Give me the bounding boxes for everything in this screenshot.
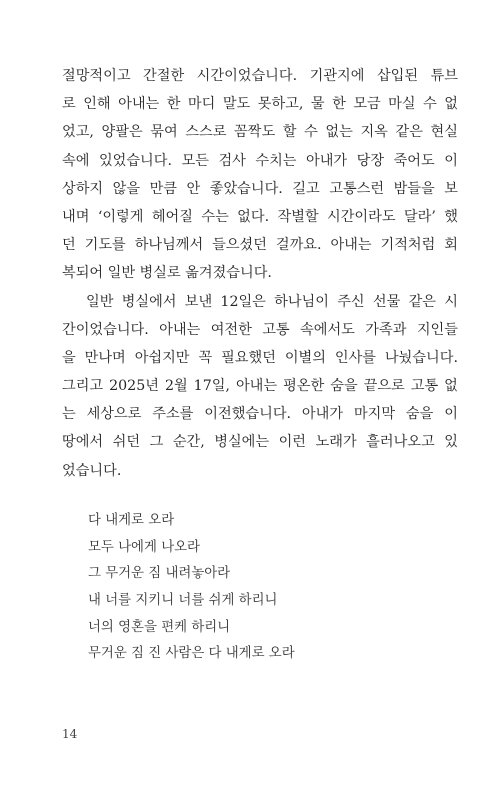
- text-line: 땅에서 쉬던 그 순간, 병실에는 이런 노래가 흘러나오고 있: [62, 434, 458, 451]
- lyric-line: 그 무거운 짐 내려놓아라: [88, 566, 231, 582]
- text-line: 로 인해 아내는 한 마디 말도 못하고, 물 한 모금 마실 수 없: [62, 96, 458, 113]
- text-line: 간이었습니다. 아내는 여전한 고통 속에서도 가족과 지인들: [62, 321, 458, 338]
- text-line: 절망적이고 간절한 시간이었습니다. 기관지에 삽입된 튜브: [62, 68, 458, 84]
- text-line: 상하지 않을 만큼 안 좋았습니다. 길고 고통스런 밤들을 보: [62, 180, 458, 197]
- lyric-line: 다 내게로 오라: [88, 513, 175, 528]
- text-line: 그리고 2025년 2월 17일, 아내는 평온한 숨을 끝으로 고통 없: [62, 378, 458, 395]
- text-line: 었습니다.: [62, 462, 122, 479]
- text-line: 었고, 양팔은 묶여 스스로 꼼짝도 할 수 없는 지옥 같은 현실: [62, 124, 458, 141]
- lyric-line: 너의 영혼을 편케 하리니: [88, 619, 231, 635]
- text-line: 는 세상으로 주소를 이전했습니다. 아내가 마지막 숨을 이: [62, 406, 458, 423]
- text-line: 던 기도를 하나님께서 들으셨던 걸까요. 아내는 기적처럼 회: [62, 237, 458, 254]
- page-number: 14: [62, 727, 78, 741]
- text-line: 일반 병실에서 보낸 12일은 하나님이 주신 선물 같은 시: [86, 293, 458, 310]
- lyric-line: 무거운 짐 진 사람은 다 내게로 오라: [88, 646, 295, 662]
- body-text: [62, 62, 458, 485]
- text-line: 복되어 일반 병실로 옮겨졌습니다.: [62, 265, 272, 282]
- song-lyrics: [88, 508, 295, 668]
- text-line: 을 만나며 아쉽지만 꼭 필요했던 이별의 인사를 나눴습니다.: [62, 349, 458, 366]
- text-line: 속에 있었습니다. 모든 검사 수치는 아내가 당장 죽어도 이: [62, 152, 458, 169]
- lyric-line: 모두 나에게 나오라: [88, 539, 200, 555]
- paragraph: [62, 62, 458, 288]
- lyric-line: 내 너를 지키니 너를 쉬게 하리니: [88, 593, 278, 609]
- paragraph: [62, 288, 458, 485]
- text-line: 내며 ‘이렇게 헤어질 수는 없다. 작별할 시간이라도 달라’ 했: [62, 208, 458, 225]
